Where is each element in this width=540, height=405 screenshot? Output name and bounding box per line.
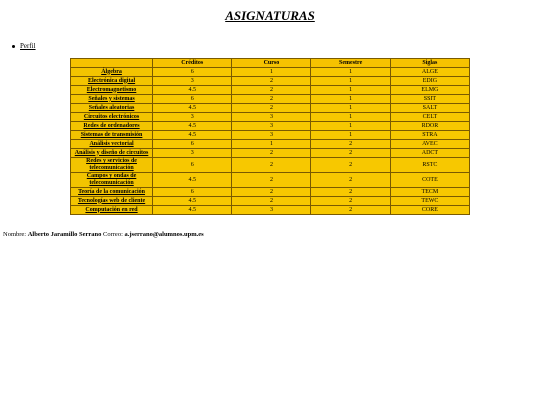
table-row [71, 206, 470, 215]
credits-cell: 6 [153, 68, 232, 77]
credits-cell: 6 [153, 158, 232, 173]
table-header-row [71, 59, 470, 68]
table-row [71, 188, 470, 197]
profile-link[interactable]: Perfil [20, 42, 36, 50]
credits-cell: 4.5 [153, 131, 232, 140]
subject-name-link[interactable]: Electromagnetismo [71, 86, 153, 95]
table-row [71, 140, 470, 149]
semester-cell: 2 [311, 188, 390, 197]
course-cell: 3 [232, 131, 311, 140]
subject-name-link[interactable]: Señales y sistemas [71, 95, 153, 104]
semester-cell: 1 [311, 95, 390, 104]
semester-cell: 2 [311, 206, 390, 215]
code-cell: TECM [390, 188, 469, 197]
email-label: Correo: [103, 231, 123, 238]
semester-cell: 1 [311, 131, 390, 140]
credits-cell: 4.5 [153, 122, 232, 131]
subject-name-link[interactable]: Circuitos electrónicos [71, 113, 153, 122]
table-row [71, 197, 470, 206]
subject-name-link[interactable]: Campos y ondas de telecomunicación [71, 173, 153, 188]
header-course: Curso [232, 59, 311, 68]
semester-cell: 1 [311, 104, 390, 113]
credits-cell: 4.5 [153, 206, 232, 215]
subjects-table [70, 58, 470, 215]
code-cell: SSIT [390, 95, 469, 104]
subject-name-link[interactable]: Electrónica digital [71, 77, 153, 86]
credits-cell: 4.5 [153, 197, 232, 206]
header-semester: Semestre [311, 59, 390, 68]
subject-name-link[interactable]: Redes de ordenadores [71, 122, 153, 131]
email-value: a.jserrano@alumnos.upm.es [124, 231, 204, 238]
credits-cell: 3 [153, 113, 232, 122]
course-cell: 2 [232, 173, 311, 188]
credits-cell: 3 [153, 149, 232, 158]
subject-name-link[interactable]: Sistemas de transmisión [71, 131, 153, 140]
table-row [71, 68, 470, 77]
table-row [71, 173, 470, 188]
student-info [3, 231, 204, 238]
code-cell: TEWC [390, 197, 469, 206]
code-cell: STRA [390, 131, 469, 140]
credits-cell: 3 [153, 77, 232, 86]
course-cell: 2 [232, 77, 311, 86]
header-corner [71, 59, 153, 68]
credits-cell: 6 [153, 140, 232, 149]
course-cell: 2 [232, 104, 311, 113]
subject-name-link[interactable]: Análisis y diseño de circuitos [71, 149, 153, 158]
code-cell: ELMG [390, 86, 469, 95]
course-cell: 3 [232, 122, 311, 131]
subject-name-link[interactable]: Redes y servicios de telecomunicación [71, 158, 153, 173]
table-row [71, 149, 470, 158]
course-cell: 2 [232, 197, 311, 206]
subject-name-link[interactable]: Computación en red [71, 206, 153, 215]
table-row [71, 113, 470, 122]
semester-cell: 2 [311, 140, 390, 149]
code-cell: SALT [390, 104, 469, 113]
nav-list [12, 42, 36, 50]
subject-name-link[interactable]: Análisis vectorial [71, 140, 153, 149]
code-cell: CELT [390, 113, 469, 122]
semester-cell: 2 [311, 173, 390, 188]
code-cell: RDOR [390, 122, 469, 131]
header-credits: Créditos [153, 59, 232, 68]
code-cell: RSTC [390, 158, 469, 173]
credits-cell: 6 [153, 95, 232, 104]
course-cell: 2 [232, 95, 311, 104]
page-title: ASIGNATURAS [225, 8, 315, 23]
semester-cell: 1 [311, 122, 390, 131]
credits-cell: 6 [153, 188, 232, 197]
course-cell: 2 [232, 149, 311, 158]
code-cell: EDIG [390, 77, 469, 86]
course-cell: 2 [232, 86, 311, 95]
table-row [71, 77, 470, 86]
code-cell: ADCT [390, 149, 469, 158]
course-cell: 1 [232, 68, 311, 77]
semester-cell: 2 [311, 197, 390, 206]
subject-name-link[interactable]: Álgebra [71, 68, 153, 77]
subject-name-link[interactable]: Teoría de la comunicación [71, 188, 153, 197]
bullet-icon [12, 45, 15, 48]
semester-cell: 2 [311, 158, 390, 173]
subject-name-link[interactable]: Tecnologías web de cliente [71, 197, 153, 206]
semester-cell: 1 [311, 68, 390, 77]
name-label: Nombre: [3, 231, 27, 238]
table-row [71, 95, 470, 104]
name-value: Alberto Jaramillo Serrano [27, 231, 102, 238]
course-cell: 3 [232, 113, 311, 122]
header-code: Siglas [390, 59, 469, 68]
credits-cell: 4.5 [153, 104, 232, 113]
subject-name-link[interactable]: Señales aleatorias [71, 104, 153, 113]
table-row [71, 158, 470, 173]
credits-cell: 4.5 [153, 173, 232, 188]
table-row [71, 86, 470, 95]
semester-cell: 1 [311, 86, 390, 95]
code-cell: CORE [390, 206, 469, 215]
credits-cell: 4.5 [153, 86, 232, 95]
table-row [71, 104, 470, 113]
semester-cell: 1 [311, 77, 390, 86]
table-row [71, 122, 470, 131]
code-cell: AVEC [390, 140, 469, 149]
code-cell: COTE [390, 173, 469, 188]
semester-cell: 1 [311, 113, 390, 122]
code-cell: ALGE [390, 68, 469, 77]
course-cell: 2 [232, 158, 311, 173]
course-cell: 1 [232, 140, 311, 149]
course-cell: 2 [232, 188, 311, 197]
semester-cell: 2 [311, 149, 390, 158]
course-cell: 3 [232, 206, 311, 215]
table-row [71, 131, 470, 140]
